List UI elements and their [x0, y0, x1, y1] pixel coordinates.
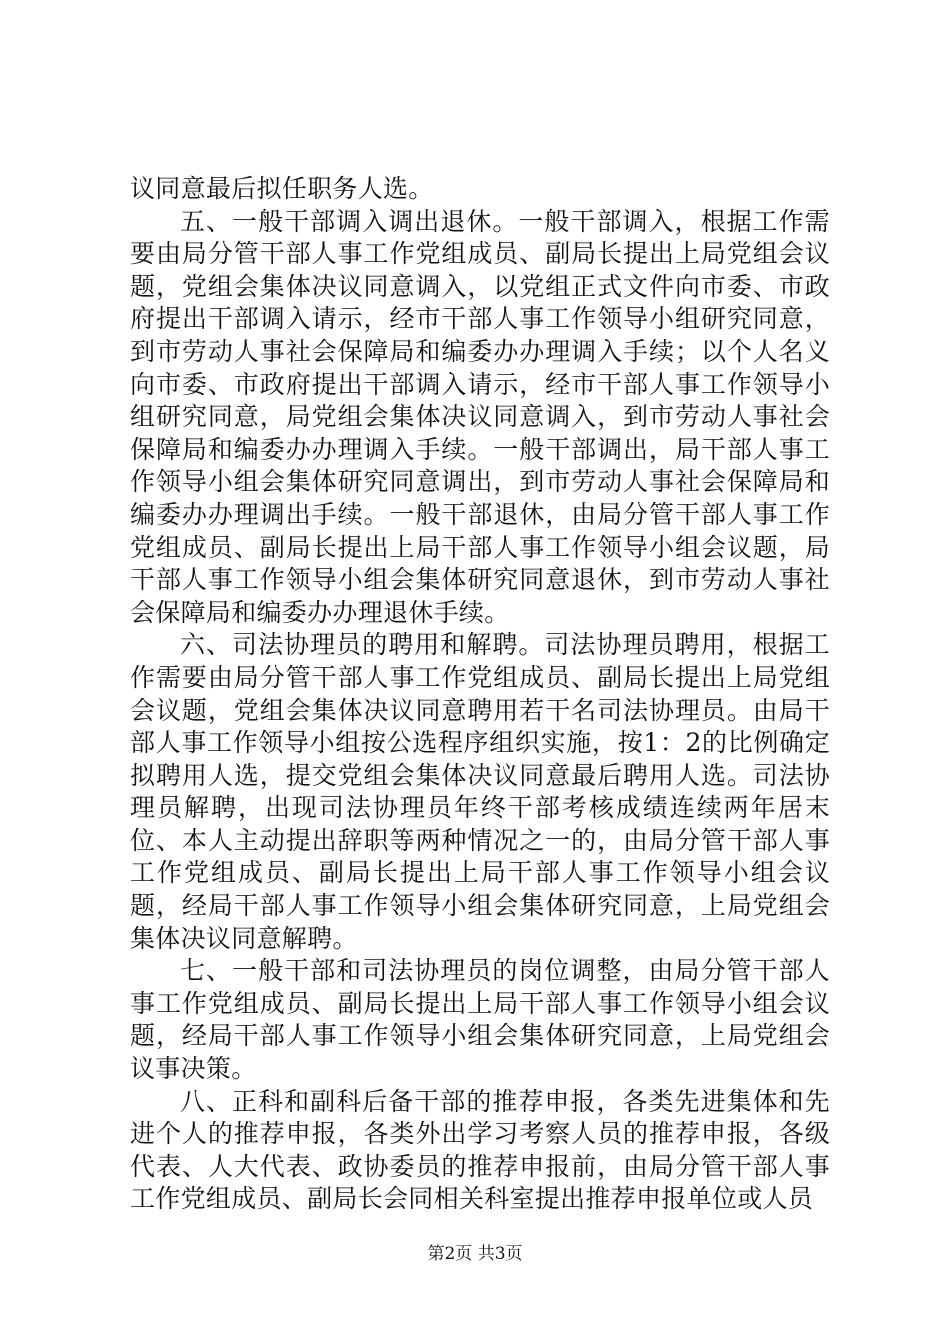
paragraph-section-5: 五、一般干部调入调出退休。一般干部调入，根据工作需要由局分管干部人事工作党组成员、副局长提出上局党组会议题，党组会集体决议同意调入，以党组正式文件向市委、市政府提出干部调入请示，经市干部人事工作领导小组研究同意，到市劳动人事社会保障局和编委办办理调入手续；以个人名义向市委、市政府提出干部调入请示，经市干部人事工作领导小组研究同意，局党组会集体决议同意调入，到市劳动人事社会保障局和编委办办理调入手续。一般干部调出，局干部人事工作领导小组会集体研究同意调出，到市劳动人事社会保障局和编委办办理调出手续。一般干部退休，由局分管干部人事工作党组成员、副局长提出上局干部人事工作领导小组会议题，局干部人事工作领导小组会集体研究同意退休，到市劳动人事社会保障局和编委办办理退休手续。	[130, 206, 830, 627]
paragraph-section-8: 八、正科和副科后备干部的推荐申报，各类先进集体和先进个人的推荐申报，各类外出学习考察人员的推荐申报，各级代表、人大代表、政协委员的推荐申报前，由局分管干部人事工作党组成员、副局长会同相关科室提出推荐申报单位或人员	[130, 1086, 830, 1214]
paragraph-section-7: 七、一般干部和司法协理员的岗位调整，由局分管干部人事工作党组成员、副局长提出上局干部人事工作领导小组会议题，经局干部人事工作领导小组会集体研究同意，上局党组会议事决策。	[130, 956, 830, 1084]
paragraph-section-6: 六、司法协理员的聘用和解聘。司法协理员聘用，根据工作需要由局分管干部人事工作党组成员、副局长提出上局党组会议题，党组会集体决议同意聘用若干名司法协理员。由局干部人事工作领导小组按公选程序组织实施，按1：2的比例确定拟聘用人选，提交党组会集体决议同意最后聘用人选。司法协理员解聘，出现司法协理员年终干部考核成绩连续两年居末位、本人主动提出辞职等两种情况之一的，由局分管干部人事工作党组成员、副局长提出上局干部人事工作领导小组会议题，经局干部人事工作领导小组会集体研究同意，上局党组会集体决议同意解聘。	[130, 630, 830, 953]
document-body	[130, 173, 830, 1216]
page-footer: 第2页 共3页	[427, 1244, 523, 1264]
paragraph-continuation: 议同意最后拟任职务人选。	[130, 174, 434, 203]
